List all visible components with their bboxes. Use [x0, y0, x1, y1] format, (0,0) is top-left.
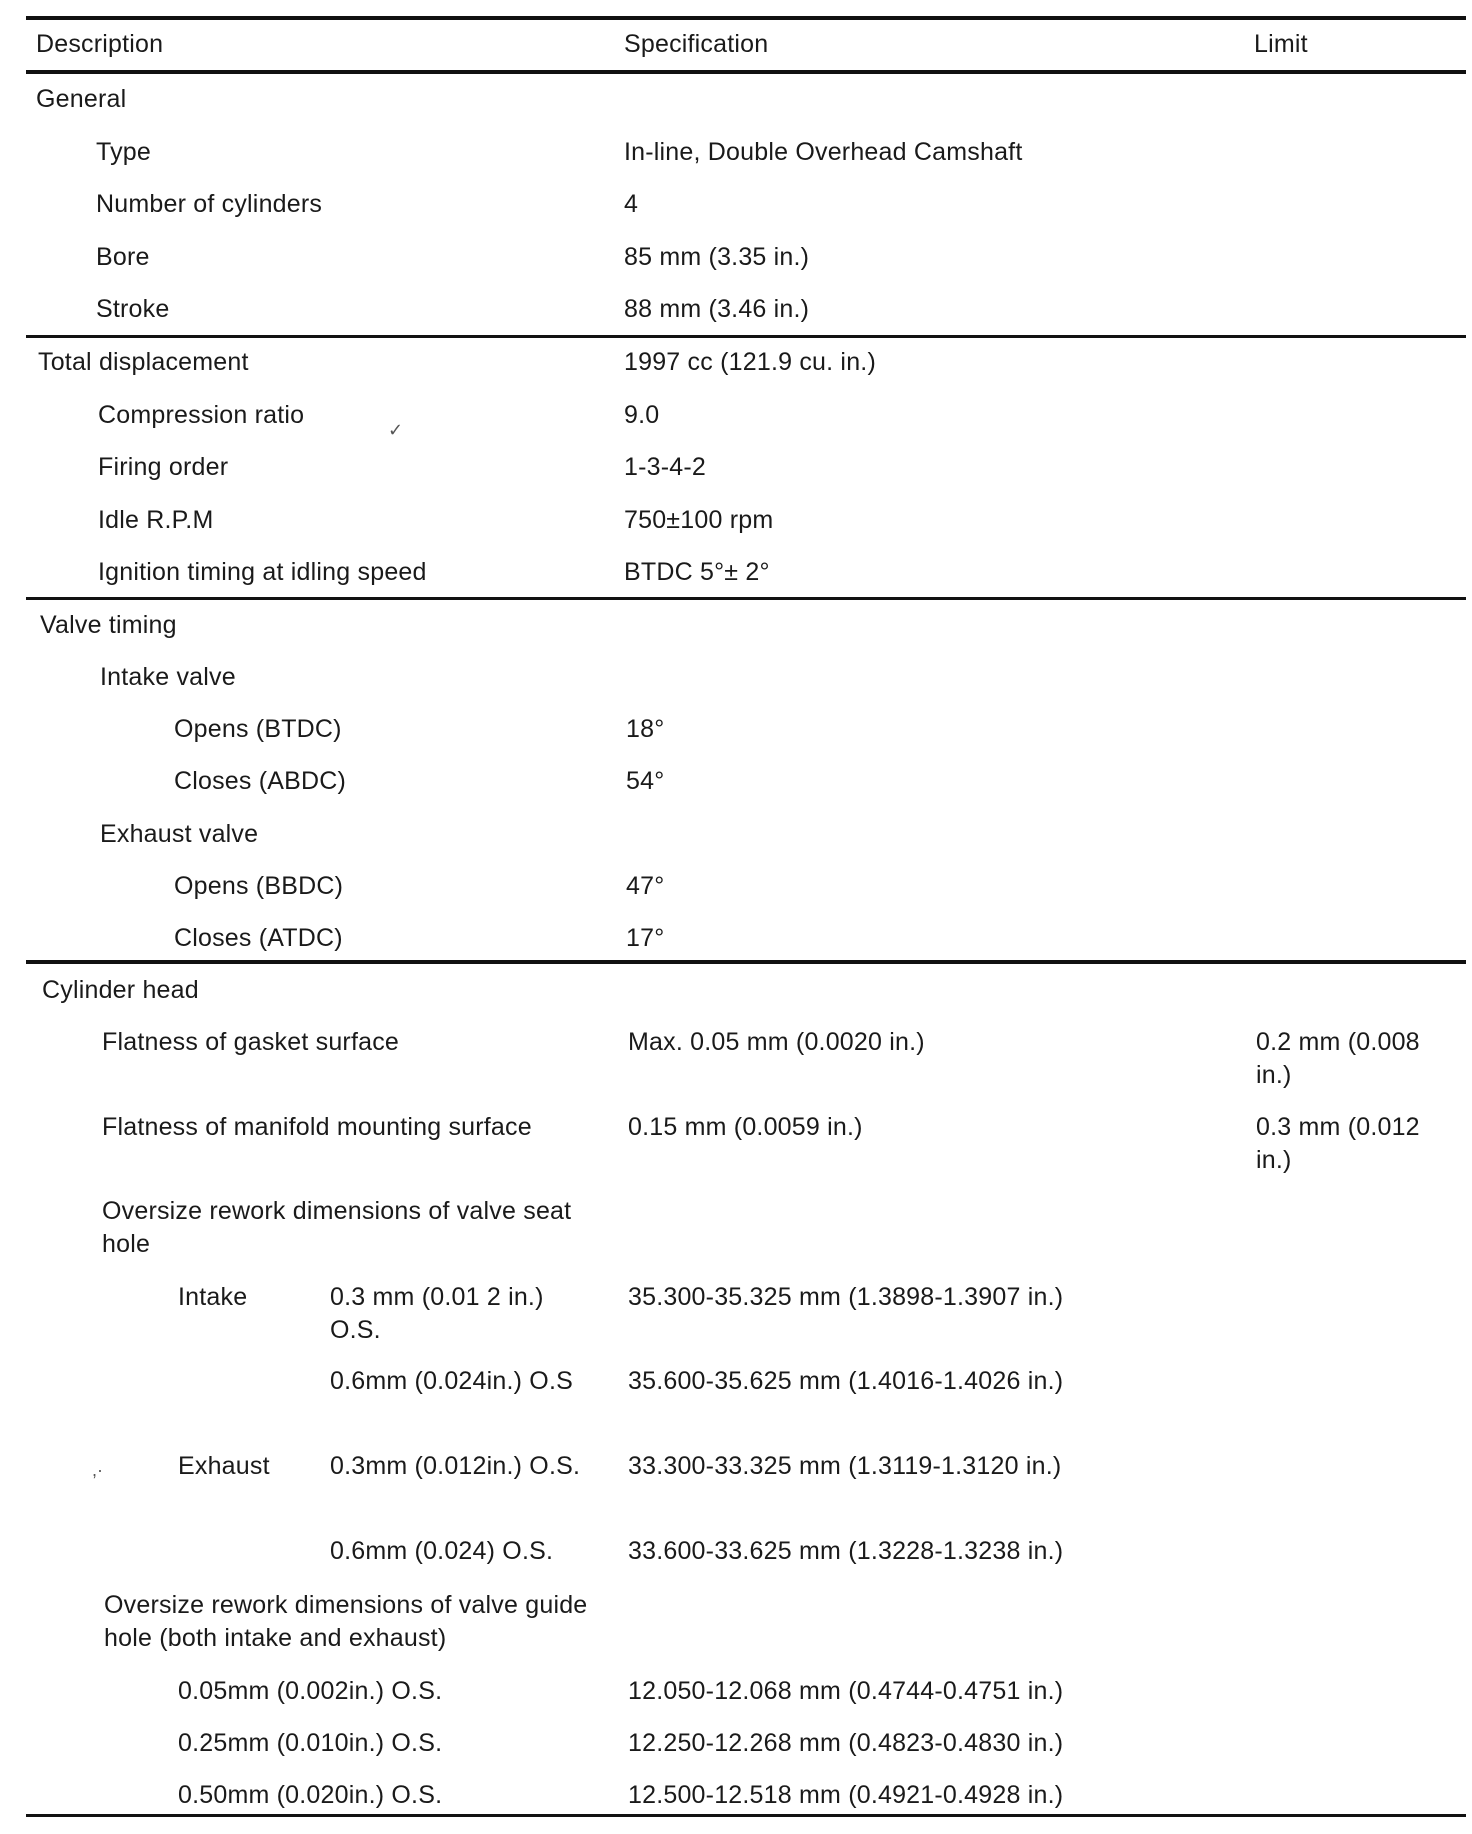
scan-mark: ,·	[92, 1460, 103, 1480]
row-spec-bore: 85 mm (3.35 in.)	[624, 243, 810, 271]
row-spec-flatness-manifold: 0.15 mm (0.0059 in.)	[628, 1113, 863, 1141]
row-limit-flatness-manifold: 0.3 mm (0.012 in.)	[1256, 1113, 1420, 1174]
row-label-intake-opens: Opens (BTDC)	[174, 715, 342, 743]
row-label-compression-ratio: Compression ratio	[98, 401, 305, 429]
row-label-flatness-gasket: Flatness of gasket surface	[102, 1028, 400, 1056]
row-label-total-displacement: Total displacement	[38, 348, 249, 376]
table-top-rule	[26, 16, 1466, 20]
header-bottom-rule	[26, 70, 1466, 74]
row-label-bore: Bore	[96, 243, 150, 271]
row-label-guide-hole: Oversize rework dimensions of valve guide hole (both intake and exhaust)	[104, 1591, 588, 1652]
row-spec-guide-2: 12.250-12.268 mm (0.4823-0.4830 in.)	[628, 1729, 1064, 1757]
row-label-seat-intake: Intake	[178, 1283, 248, 1311]
row-label-firing-order: Firing order	[98, 453, 229, 481]
row-spec-seat-exhaust-2: 33.600-33.625 mm (1.3228-1.3238 in.)	[628, 1537, 1064, 1565]
row-label-cylinders: Number of cylinders	[96, 190, 323, 218]
row-label-seat-exhaust: Exhaust	[178, 1452, 270, 1480]
row-label-seat-hole: Oversize rework dimensions of valve seat hole	[102, 1197, 572, 1258]
scan-mark: ✓	[388, 420, 404, 440]
row-label-idle-rpm: Idle R.P.M	[98, 506, 214, 534]
row-spec-idle-rpm: 750±100 rpm	[624, 506, 774, 534]
row-label-intake-closes: Closes (ABDC)	[174, 767, 347, 795]
row-spec-intake-opens: 18°	[626, 715, 665, 743]
column-header-limit: Limit	[1254, 30, 1308, 58]
row-size-seat-exhaust-2: 0.6mm (0.024) O.S.	[330, 1537, 554, 1565]
row-spec-exhaust-closes: 17°	[626, 924, 665, 952]
row-size-seat-intake-2: 0.6mm (0.024in.) O.S	[330, 1367, 573, 1395]
row-label-type: Type	[96, 138, 151, 166]
row-size-guide-2: 0.25mm (0.010in.) O.S.	[178, 1729, 443, 1757]
valve-timing-section-rule	[26, 960, 1466, 964]
column-header-specification: Specification	[624, 30, 769, 58]
row-spec-compression-ratio: 9.0	[624, 401, 660, 429]
row-spec-intake-closes: 54°	[626, 767, 665, 795]
row-spec-cylinders: 4	[624, 190, 639, 218]
row-label-exhaust-closes: Closes (ATDC)	[174, 924, 343, 952]
column-header-description: Description	[36, 30, 164, 58]
row-label-intake-valve: Intake valve	[100, 663, 236, 691]
row-label-exhaust-opens: Opens (BBDC)	[174, 872, 344, 900]
row-spec-seat-exhaust-1: 33.300-33.325 mm (1.3119-1.3120 in.)	[628, 1452, 1062, 1480]
row-size-seat-exhaust-1: 0.3mm (0.012in.) O.S.	[330, 1452, 581, 1480]
general-section-rule	[26, 335, 1466, 338]
section-title-general: General	[36, 85, 127, 113]
row-spec-total-displacement: 1997 cc (121.9 cu. in.)	[624, 348, 876, 376]
row-spec-guide-3: 12.500-12.518 mm (0.4921-0.4928 in.)	[628, 1781, 1064, 1809]
row-spec-type: In-line, Double Overhead Camshaft	[624, 138, 1023, 166]
row-size-guide-3: 0.50mm (0.020in.) O.S.	[178, 1781, 443, 1809]
row-limit-flatness-gasket: 0.2 mm (0.008 in.)	[1256, 1028, 1420, 1089]
row-spec-stroke: 88 mm (3.46 in.)	[624, 295, 810, 323]
row-label-ignition-timing: Ignition timing at idling speed	[98, 558, 427, 586]
section-title-cylinder-head: Cylinder head	[42, 976, 199, 1004]
row-spec-seat-intake-2: 35.600-35.625 mm (1.4016-1.4026 in.)	[628, 1367, 1064, 1395]
row-spec-seat-intake-1: 35.300-35.325 mm (1.3898-1.3907 in.)	[628, 1283, 1064, 1311]
displacement-section-rule	[26, 597, 1466, 600]
row-spec-exhaust-opens: 47°	[626, 872, 665, 900]
row-spec-flatness-gasket: Max. 0.05 mm (0.0020 in.)	[628, 1028, 925, 1056]
row-size-guide-1: 0.05mm (0.002in.) O.S.	[178, 1677, 443, 1705]
row-label-flatness-manifold: Flatness of manifold mounting surface	[102, 1113, 532, 1141]
row-spec-guide-1: 12.050-12.068 mm (0.4744-0.4751 in.)	[628, 1677, 1064, 1705]
table-bottom-rule	[26, 1814, 1466, 1817]
row-size-seat-intake-1: 0.3 mm (0.01 2 in.) O.S.	[330, 1283, 544, 1344]
row-spec-ignition-timing: BTDC 5°± 2°	[624, 558, 770, 586]
row-label-stroke: Stroke	[96, 295, 170, 323]
section-title-valve-timing: Valve timing	[40, 611, 177, 639]
row-label-exhaust-valve: Exhaust valve	[100, 820, 259, 848]
row-spec-firing-order: 1-3-4-2	[624, 453, 706, 481]
